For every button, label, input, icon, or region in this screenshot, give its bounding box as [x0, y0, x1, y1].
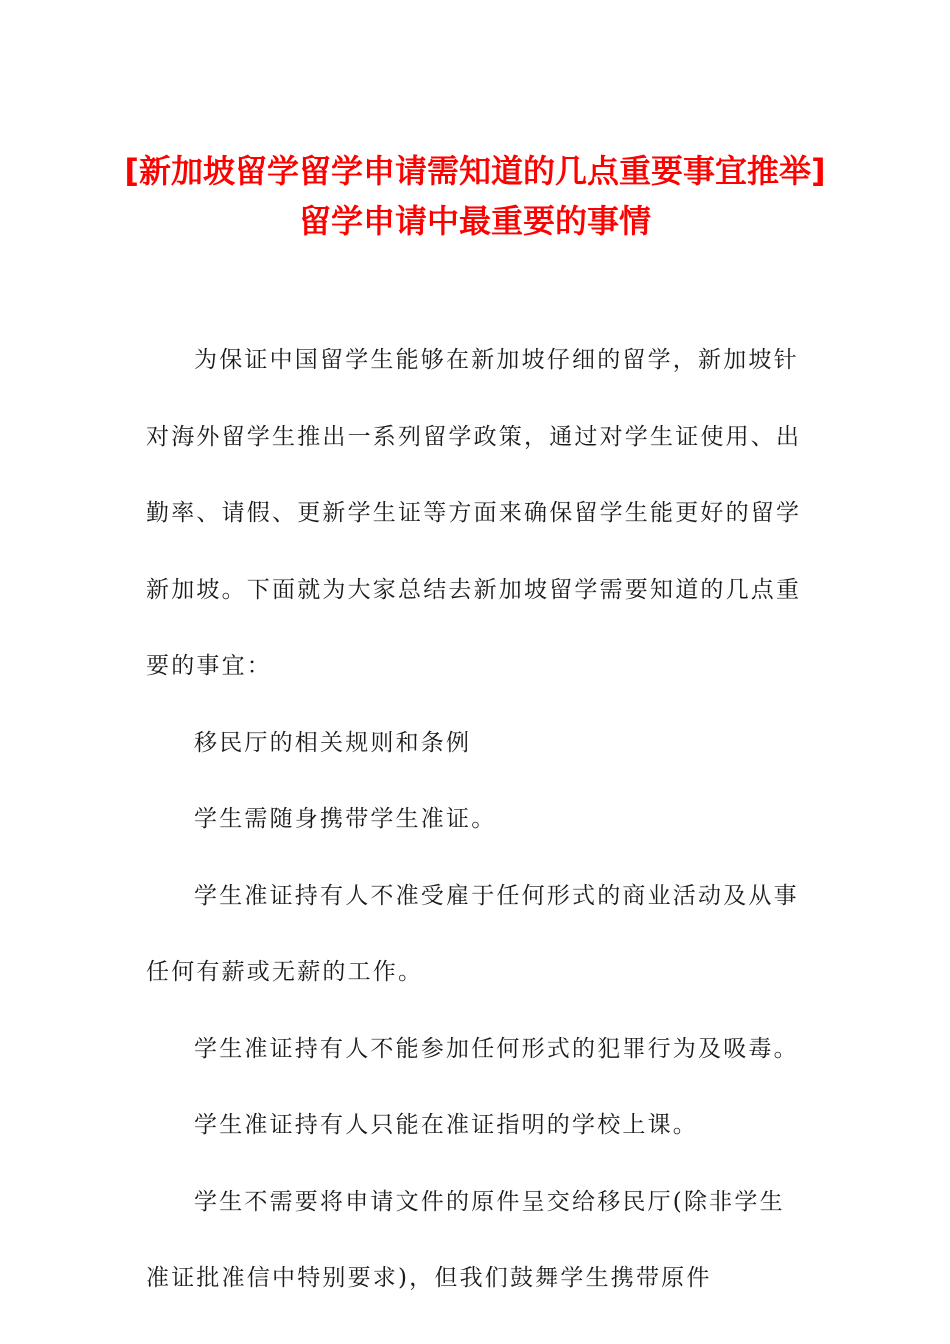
paragraph-rule: 学生准证持有人不准受雇于任何形式的商业活动及从事任何有薪或无薪的工作。	[146, 882, 799, 985]
paragraph-rule: 学生不需要将申请文件的原件呈交给移民厅(除非学生准证批准信中特别要求)，但我们鼓舞学生携带原件	[146, 1188, 785, 1291]
paragraph-rule: 学生需随身携带学生准证。	[194, 806, 497, 832]
paragraph-section-heading: 移民厅的相关规则和条例	[194, 729, 472, 756]
paragraph-intro: 为保证中国留学生能够在新加坡仔细的留学，新加坡针对海外留学生推出一系列留学政策，通过对学生证使用、出勤率、请假、更新学生证等方面来确保留学生能更好的留学新加坡。下面就为大家总结去新加坡留学需要知道的几点重要的事宜：	[146, 347, 802, 679]
document-body	[146, 322, 806, 1317]
document-title: [新加坡留学留学申请需知道的几点重要事宜推举]留学申请中最重要的事情	[124, 152, 826, 240]
paragraph-rule: 学生准证持有人只能在准证指明的学校上课。	[194, 1112, 698, 1138]
paragraph-rule: 学生准证持有人不能参加任何形式的犯罪行为及吸毒。	[194, 1035, 799, 1062]
